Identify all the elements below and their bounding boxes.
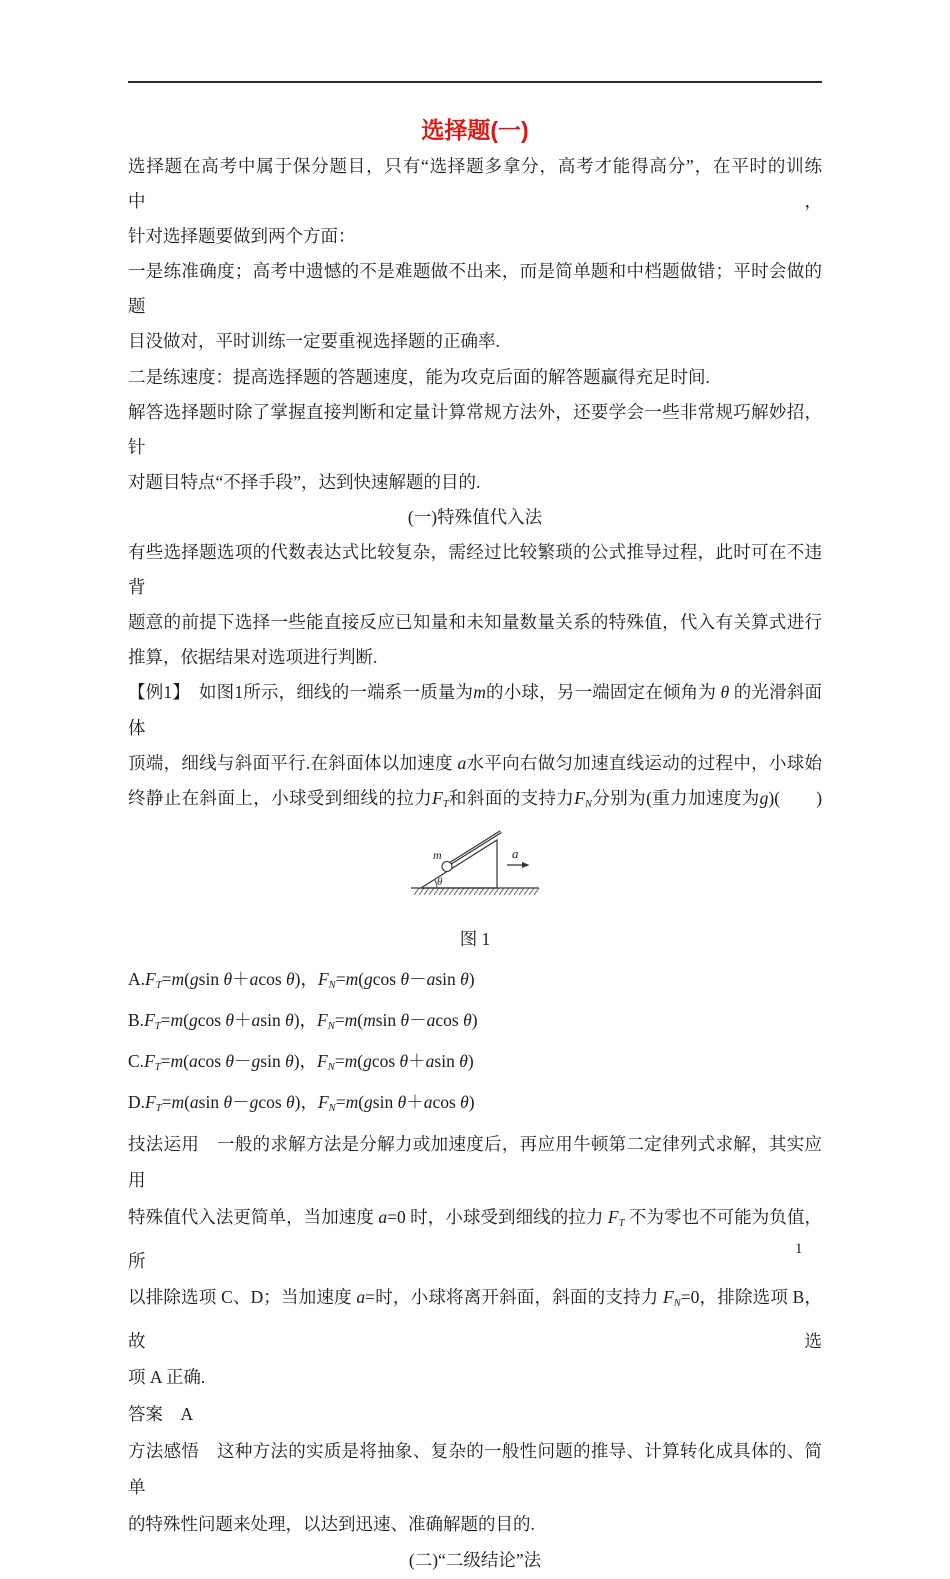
insight-line-2: 的特殊性问题来处理，以达到迅速、准确解题的目的. [128, 1513, 535, 1534]
document-body [128, 149, 822, 1579]
analysis-line-1: 技法运用 一般的求解方法是分解力或加速度后，再应用牛顿第二定律列式求解，其实应用 [128, 1133, 822, 1191]
mass-label: m [433, 847, 442, 862]
para-special-line-3: 推算，依据结果对选项进行判断. [128, 647, 378, 668]
example-line-1: 【例1】 如图1所示，细线的一端系一质量为m的小球，另一端固定在倾角为 θ 的光滑斜面体 [128, 682, 823, 738]
analysis-line-2: 特殊值代入法更简单，当加速度 a=0 时，小球受到细线的拉力 FT 不为零也不可能为负值，所 [128, 1206, 823, 1271]
para-intro-line-1: 选择题在高考中属于保分题目，只有“选择题多拿分，高考才能得高分”，在平时的训练中， [128, 156, 822, 212]
para-special-line-2: 题意的前提下选择一些能直接反应已知量和未知量数量关系的特殊值，代入有关算式进行 [128, 612, 822, 633]
header-rule [128, 81, 822, 83]
para-intro-line-2: 针对选择题要做到两个方面： [128, 226, 356, 247]
option-b: B.FT=m(gcos θ＋asin θ)，FN=m(msin θ－acos θ) [128, 1009, 478, 1032]
option-c: C.FT=m(acos θ－gsin θ)，FN=m(gcos θ＋asin θ) [128, 1050, 474, 1073]
document-title: 选择题(一) [421, 117, 529, 143]
section-heading-1: (一)特殊值代入法 [407, 506, 543, 527]
para-method-line-2: 对题目特点“不择手段”，达到快速解题的目的. [128, 471, 481, 492]
example-line-2: 顶端，细线与斜面平行.在斜面体以加速度 a水平向右做匀加速直线运动的过程中，小球始 [128, 752, 822, 773]
para-accuracy-line-1: 一是练准确度；高考中遗憾的不是难题做不出来，而是简单题和中档题做错；平时会做的题 [128, 261, 822, 317]
para-method-line-1: 解答选择题时除了掌握直接判断和定量计算常规方法外，还要学会一些非常规巧解妙招，针 [128, 401, 822, 457]
option-a: A.FT=m(gsin θ＋acos θ)，FN=m(gcos θ－asin θ) [128, 968, 475, 991]
answer-line: 答案 A [128, 1403, 194, 1424]
para-speed-line: 二是练速度：提高选择题的答题速度，能为攻克后面的解答题赢得充足时间. [128, 366, 710, 387]
figure-inclined-plane [409, 824, 541, 910]
analysis-line-3: 以排除选项 C、D；当加速度 a=时，小球将离开斜面，斜面的支持力 FN=0，排除选项 B，故选 [128, 1287, 823, 1351]
string-line-2 [449, 831, 500, 863]
accel-label: a [512, 845, 519, 861]
ground-hatch [414, 888, 539, 895]
para-accuracy-line-2: 目没做对，平时训练一定要重视选择题的正确率. [128, 331, 500, 352]
options-section [128, 962, 822, 1126]
insight-line-1: 方法感悟 这种方法的实质是将抽象、复杂的一般性问题的推导、计算转化成具体的、简单 [128, 1440, 822, 1498]
para-special-line-1: 有些选择题选项的代数表达式比较复杂，需经过比较繁琐的公式推导过程，此时可在不违背 [128, 542, 822, 598]
section-heading-2: (二)“二级结论”法 [408, 1550, 542, 1571]
ball [442, 861, 452, 871]
angle-label: θ [437, 875, 443, 888]
analysis-section [128, 1126, 822, 1579]
option-d: D.FT=m(asin θ－gcos θ)，FN=m(gsin θ＋acos θ) [128, 1091, 475, 1114]
page-number: 1 [795, 1241, 803, 1257]
string-line [451, 832, 502, 864]
intro-section [128, 149, 822, 822]
figure-caption: 图 1 [459, 928, 491, 949]
example-line-3: 终静止在斜面上，小球受到细线的拉力FT和斜面的支持力FN分别为(重力加速度为g)( ) [128, 787, 823, 810]
figure-block [128, 824, 822, 916]
accel-arrow [507, 862, 530, 868]
analysis-line-4: 项 A 正确. [128, 1367, 206, 1388]
